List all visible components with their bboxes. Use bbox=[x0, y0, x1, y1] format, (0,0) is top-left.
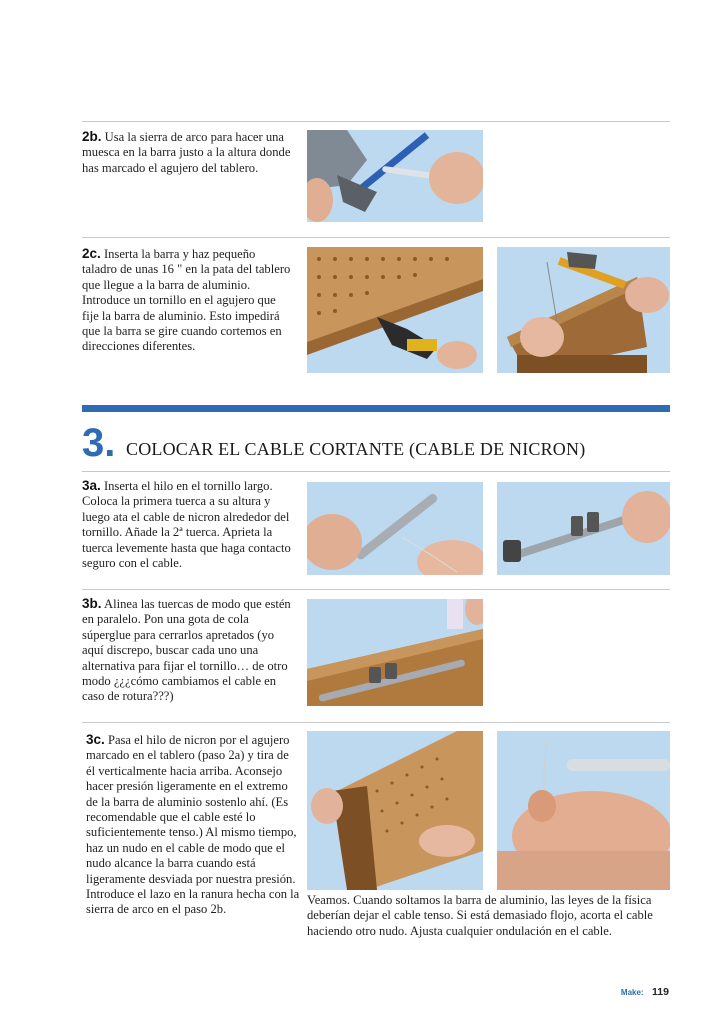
knot-wire-photo bbox=[497, 731, 670, 890]
step-number: 3a. bbox=[82, 478, 101, 493]
page-footer bbox=[621, 982, 669, 1000]
section-divider bbox=[82, 405, 670, 412]
step-2c bbox=[82, 246, 292, 355]
divider bbox=[82, 722, 670, 723]
drill-pegboard-photo bbox=[307, 247, 483, 373]
nuts-on-bolt-photo bbox=[497, 482, 670, 575]
section-title: COLOCAR EL CABLE CORTANTE (CABLE DE NICRON) bbox=[126, 439, 586, 459]
divider bbox=[82, 471, 670, 472]
make-logo: Make: bbox=[620, 988, 644, 997]
saw-notching-bar-photo bbox=[307, 130, 483, 222]
step-2b bbox=[82, 129, 292, 176]
page-number: 119 bbox=[652, 986, 669, 998]
step-3a bbox=[82, 478, 292, 571]
step-text: Usa la sierra de arco para hacer una muesca en la barra justo a la altura donde has marcado el agujero del tablero. bbox=[82, 130, 291, 175]
glue-nuts-photo bbox=[307, 599, 483, 706]
divider bbox=[82, 589, 670, 590]
step-number: 2b. bbox=[82, 129, 102, 144]
thread-bolt-photo bbox=[307, 482, 483, 575]
step-3b bbox=[82, 596, 296, 705]
divider bbox=[82, 237, 670, 238]
step-number: 3b. bbox=[82, 596, 102, 611]
step-text: Inserta la barra y haz pequeño taladro de unas 16 " en la pata del tablero que llegue a la barra de aluminio. Introduce un tornillo en el agujero que fije la barra de aluminio. Esto impedirá que la barra se gire cuando cortemos en direcciones diferentes. bbox=[82, 247, 291, 354]
divider bbox=[82, 121, 670, 122]
photo-caption: Veamos. Cuando soltamos la barra de aluminio, las leyes de la física deberían dejar el cable tenso. Si está demasiado flojo, acorta el cable haciendo otro nudo. Ajusta cualquier ondulación en el cable. bbox=[307, 893, 653, 938]
pull-wire-photo bbox=[307, 731, 483, 890]
step-number: 2c. bbox=[82, 246, 101, 261]
step-text: Inserta el hilo en el tornillo largo. Coloca la primera tuerca a su altura y luego ata el cable de nicron alrededor del tornillo. Añade la 2ª tuerca. Aprieta la tuerca levemente hasta que haga contacto seguro con el cable. bbox=[82, 479, 291, 571]
step-text: Alinea las tuercas de modo que estén en paralelo. Pon una gota de cola súperglue para cerrarlos apretados (yo aquí discrepo, buscar cada uno una alternativa para fijar el tornillo… de otro modo ¿¿¿cómo cambiamos el cable en caso de rotura???) bbox=[82, 597, 291, 704]
step-3c bbox=[86, 732, 300, 918]
step-text: Pasa el hilo de nicron por el agujero marcado en el tablero (paso 2a) y tira de él verticalmente hacia arriba. Aconsejo hacer presión ligeramente en el extremo de la barra de aluminio sostenlo ahí. (Es recomendable que el cable esté lo suficientemente tenso.) Al mismo tiempo, haz un nudo en el cable de modo que el nudo alcance la barra cuando está ligeramente desviada por nuestra presión. Introduce el lazo en la ranura hecha con la sierra de arco en el paso 2b. bbox=[86, 733, 300, 917]
section-number: 3. bbox=[82, 421, 116, 465]
hammer-screw-photo bbox=[497, 247, 670, 373]
step-number: 3c. bbox=[86, 732, 105, 747]
